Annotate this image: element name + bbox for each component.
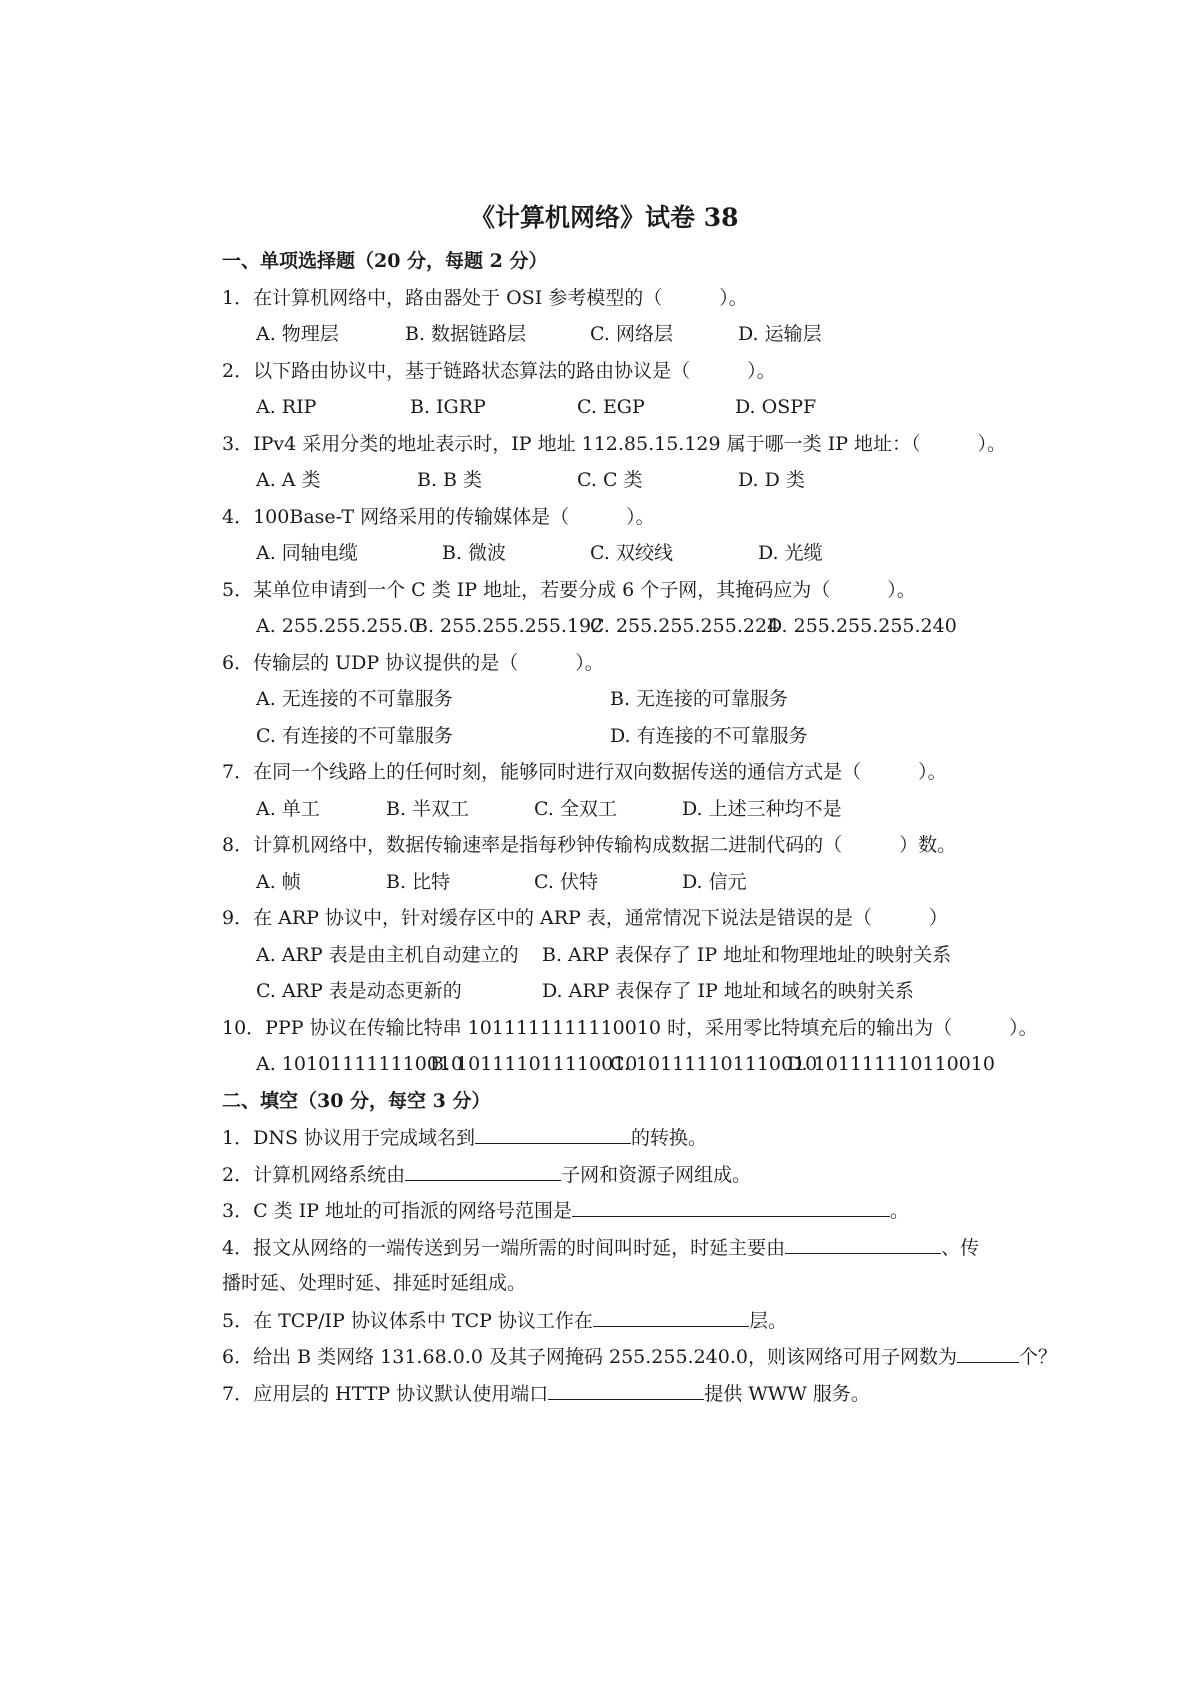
fill-6-text: 6．给出 B 类网络 131.68.0.0 及其子网掩码 255.255.240.0，则该网络可用子网数为 <box>222 1346 957 1368</box>
fill-1-blank[interactable] <box>475 1125 631 1144</box>
q1-option-a: A. 物理层 <box>256 323 339 345</box>
q9-option-d: D. ARP 表保存了 IP 地址和域名的映射关系 <box>542 980 914 1002</box>
q8-option-c: C. 伏特 <box>534 871 598 893</box>
q1-option-b: B. 数据链路层 <box>405 323 527 345</box>
fill-3 <box>222 1198 909 1223</box>
q5-stem: 5．某单位申请到一个 C 类 IP 地址，若要分成 6 个子网，其掩码应为（ ）。 <box>222 579 916 601</box>
q8-stem: 8．计算机网络中，数据传输速率是指每秒钟传输构成数据二进制代码的（ ）数。 <box>222 834 957 856</box>
fill-5-blank[interactable] <box>593 1308 749 1327</box>
q10-option-d: D. 101111110110010 <box>787 1053 995 1075</box>
fill-1 <box>222 1125 707 1150</box>
q7-option-c: C. 全双工 <box>534 798 617 820</box>
q7-option-b: B. 半双工 <box>386 798 470 820</box>
page-title: 《计算机网络》试卷 38 <box>470 203 739 232</box>
fill-4-continued: 播时延、处理时延、排延时延组成。 <box>222 1272 527 1294</box>
q6-stem: 6．传输层的 UDP 协议提供的是（ ）。 <box>222 652 604 674</box>
fill-5-text: 5．在 TCP/IP 协议体系中 TCP 协议工作在 <box>222 1310 593 1332</box>
q8-option-d: D. 信元 <box>682 871 747 893</box>
fill-3-blank[interactable] <box>572 1198 890 1217</box>
section2-heading: 二、填空（30 分，每空 3 分） <box>222 1090 491 1112</box>
q1-option-c: C. 网络层 <box>590 323 673 345</box>
q3-stem: 3．IPv4 采用分类的地址表示时，IP 地址 112.85.15.129 属于哪一类 IP 地址：（ ）。 <box>222 433 1007 455</box>
q3-option-a: A. A 类 <box>256 469 321 491</box>
q10-stem: 10．PPP 协议在传输比特串 1011111111110010 时，采用零比特填充后的输出为（ ）。 <box>222 1017 1038 1039</box>
q3-option-b: B. B 类 <box>417 469 483 491</box>
fill-7-text: 7．应用层的 HTTP 协议默认使用端口 <box>222 1383 549 1405</box>
fill-7-text-after: 提供 WWW 服务。 <box>704 1383 870 1405</box>
fill-2-text: 2．计算机网络系统由 <box>222 1164 406 1186</box>
q1-option-d: D. 运输层 <box>738 323 822 345</box>
fill-6-text-after: 个？ <box>1019 1346 1058 1368</box>
q9-option-c: C. ARP 表是动态更新的 <box>256 980 462 1002</box>
q2-stem: 2．以下路由协议中，基于链路状态算法的路由协议是（ ）。 <box>222 360 776 382</box>
fill-5-text-after: 层。 <box>748 1310 787 1332</box>
fill-2-text-after: 子网和资源子网组成。 <box>561 1164 752 1186</box>
q6-option-d: D. 有连接的不可靠服务 <box>610 725 808 747</box>
q4-option-c: C. 双绞线 <box>590 542 673 564</box>
q10-option-a: A. 101011111110010 <box>256 1053 464 1075</box>
fill-6 <box>222 1344 1057 1369</box>
fill-4 <box>222 1235 979 1260</box>
q10-option-b: B. 101111011110010 <box>430 1053 638 1075</box>
q5-option-b: B. 255.255.255.192 <box>414 615 604 637</box>
q5-option-c: C. 255.255.255.224 <box>590 615 780 637</box>
fill-4-text-after: 、传 <box>941 1237 980 1259</box>
q3-option-c: C. C 类 <box>577 469 643 491</box>
fill-4-text: 4．报文从网络的一端传送到另一端所需的时间叫时延，时延主要由 <box>222 1237 786 1259</box>
section1-heading: 一、单项选择题（20 分，每题 2 分） <box>222 250 548 272</box>
q7-stem: 7．在同一个线路上的任何时刻，能够同时进行双向数据传送的通信方式是（ ）。 <box>222 761 947 783</box>
q4-option-d: D. 光缆 <box>758 542 823 564</box>
q8-option-b: B. 比特 <box>386 871 451 893</box>
q4-option-a: A. 同轴电缆 <box>256 542 358 564</box>
q1-stem: 1．在计算机网络中，路由器处于 OSI 参考模型的（ ）。 <box>222 287 748 309</box>
fill-3-text: 3．C 类 IP 地址的可指派的网络号范围是 <box>222 1200 573 1222</box>
q2-option-a: A. RIP <box>256 396 317 418</box>
q9-option-a: A. ARP 表是由主机自动建立的 <box>256 944 519 966</box>
q7-option-d: D. 上述三种均不是 <box>682 798 842 820</box>
fill-4-blank[interactable] <box>785 1235 941 1254</box>
q2-option-c: C. EGP <box>577 396 645 418</box>
fill-1-text: 1．DNS 协议用于完成域名到 <box>222 1127 476 1149</box>
q2-option-b: B. IGRP <box>410 396 486 418</box>
q8-option-a: A. 帧 <box>256 871 301 893</box>
q9-option-b: B. ARP 表保存了 IP 地址和物理地址的映射关系 <box>542 944 952 966</box>
q2-option-d: D. OSPF <box>735 396 817 418</box>
q9-stem: 9．在 ARP 协议中，针对缓存区中的 ARP 表，通常情况下说法是错误的是（ ） <box>222 907 948 929</box>
q6-option-b: B. 无连接的可靠服务 <box>610 688 789 710</box>
q5-option-d: D. 255.255.255.240 <box>767 615 957 637</box>
fill-7-blank[interactable] <box>548 1381 704 1400</box>
fill-6-blank[interactable] <box>957 1344 1019 1363</box>
fill-2-blank[interactable] <box>405 1162 561 1181</box>
q7-option-a: A. 单工 <box>256 798 320 820</box>
q4-option-b: B. 微波 <box>442 542 507 564</box>
q6-option-c: C. 有连接的不可靠服务 <box>256 725 453 747</box>
q6-option-a: A. 无连接的不可靠服务 <box>256 688 453 710</box>
q3-option-d: D. D 类 <box>738 469 805 491</box>
fill-2 <box>222 1162 751 1187</box>
fill-1-text-after: 的转换。 <box>631 1127 708 1149</box>
fill-7 <box>222 1381 870 1406</box>
q10-option-c: C. 101111101110010 <box>610 1053 818 1075</box>
q4-stem: 4．100Base-T 网络采用的传输媒体是（ ）。 <box>222 506 655 528</box>
fill-5 <box>222 1308 787 1333</box>
fill-3-text-after: 。 <box>890 1200 910 1222</box>
q5-option-a: A. 255.255.255.0 <box>256 615 421 637</box>
